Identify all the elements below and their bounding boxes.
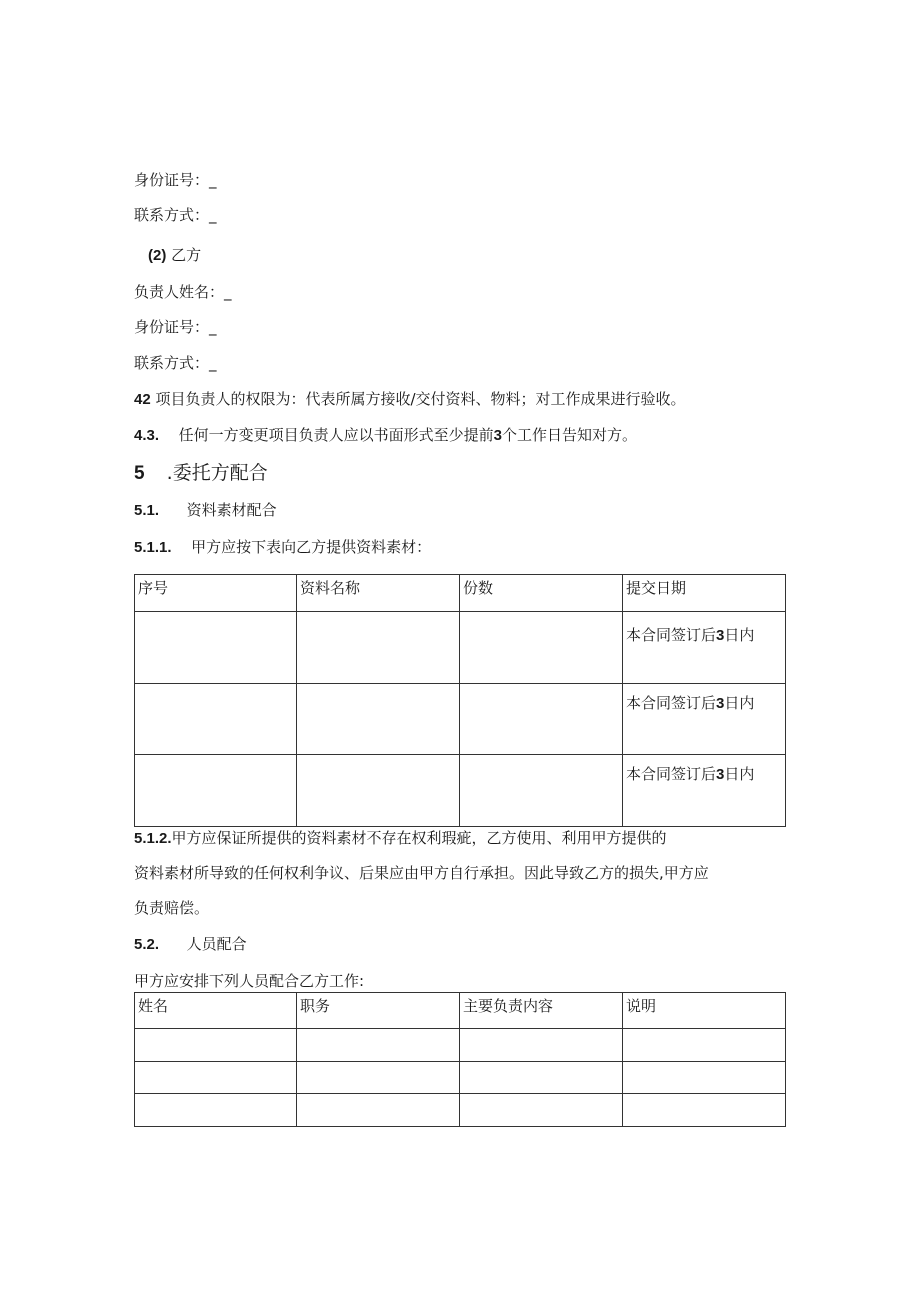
clause-5-1-1-text: 甲方应按下表向乙方提供资料素材：	[191, 538, 432, 556]
personnel-header-duty: 主要负责内容	[460, 993, 623, 1029]
party-b-heading-text: 乙方	[171, 246, 202, 264]
personnel-intro: 甲方应安排下列人员配合乙方工作:	[134, 972, 365, 990]
clause-5-1-1-num: 5.1.1.	[134, 539, 172, 556]
party-a-contact-field: 联系方式：_	[134, 206, 217, 224]
clause-4-2-num: 42	[134, 391, 151, 408]
personnel-cell-position	[297, 1094, 460, 1127]
section-5-2-title: 人员配合	[186, 935, 247, 953]
materials-header-no: 序号	[135, 575, 297, 612]
materials-table-header	[135, 575, 786, 612]
date-num: 3	[716, 695, 725, 712]
materials-table	[134, 574, 786, 827]
personnel-table-header	[135, 993, 786, 1029]
table-row	[135, 755, 786, 827]
personnel-cell-name	[135, 1062, 297, 1094]
materials-cell-name	[297, 684, 460, 755]
clause-4-3-text-before: 任何一方变更项目负责人应以书面形式至少提前	[178, 426, 494, 444]
personnel-cell-duty	[460, 1094, 623, 1127]
personnel-cell-note	[623, 1062, 786, 1094]
party-b-heading	[148, 245, 201, 266]
table-row	[135, 612, 786, 684]
table-row	[135, 1094, 786, 1127]
date-suffix: 日内	[724, 765, 755, 783]
materials-cell-date	[623, 755, 786, 827]
clause-4-2	[134, 389, 686, 410]
personnel-header-note: 说明	[623, 993, 786, 1029]
table-row	[135, 684, 786, 755]
personnel-cell-name	[135, 1029, 297, 1062]
section-5-1-num: 5.1.	[134, 502, 160, 519]
materials-cell-no	[135, 684, 297, 755]
date-suffix: 日内	[724, 694, 755, 712]
date-num: 3	[716, 627, 725, 644]
clause-4-3-text-after: 个工作日告知对方。	[501, 426, 637, 444]
party-a-id-field: 身份证号：_	[134, 171, 217, 189]
clause-5-1-1	[134, 537, 431, 558]
party-b-heading-num: (2)	[148, 247, 167, 264]
section-5-2-num: 5.2.	[134, 936, 160, 953]
date-prefix: 本合同签订后	[626, 765, 717, 783]
party-b-name-field: 负责人姓名：_	[134, 283, 232, 301]
date-suffix: 日内	[724, 626, 755, 644]
materials-header-copies: 份数	[460, 575, 623, 612]
materials-cell-name	[297, 612, 460, 684]
personnel-cell-duty	[460, 1029, 623, 1062]
materials-cell-date	[623, 612, 786, 684]
materials-header-date: 提交日期	[623, 575, 786, 612]
personnel-cell-duty	[460, 1062, 623, 1094]
clause-5-1-2-num: 5.1.2.	[134, 830, 172, 847]
section-5-1-title: 资料素材配合	[186, 501, 277, 519]
clause-5-1-2-line2: 资料素材所导致的任何权利争议、后果应由甲方自行承担。因此导致乙方的损失,甲方应	[134, 864, 709, 882]
materials-cell-copies	[460, 612, 623, 684]
section-5-1-heading	[134, 500, 277, 521]
personnel-table	[134, 992, 786, 1127]
section-5-title: .委托方配合	[166, 462, 268, 484]
date-prefix: 本合同签订后	[626, 694, 717, 712]
personnel-header-name: 姓名	[135, 993, 297, 1029]
materials-cell-date	[623, 684, 786, 755]
materials-header-name: 资料名称	[297, 575, 460, 612]
party-b-contact-field: 联系方式：_	[134, 354, 217, 372]
personnel-header-position: 职务	[297, 993, 460, 1029]
clause-5-1-2-line3: 负责赔偿。	[134, 899, 210, 917]
party-b-id-field: 身份证号：_	[134, 318, 217, 336]
materials-cell-copies	[460, 755, 623, 827]
personnel-cell-name	[135, 1094, 297, 1127]
materials-cell-name	[297, 755, 460, 827]
section-5-num: 5	[134, 463, 145, 484]
clause-4-3-num: 4.3.	[134, 427, 160, 444]
personnel-cell-position	[297, 1029, 460, 1062]
clause-5-1-2-line1	[134, 828, 667, 849]
section-5-heading	[134, 461, 268, 486]
clause-4-3	[134, 425, 637, 446]
date-prefix: 本合同签订后	[626, 626, 717, 644]
date-num: 3	[716, 766, 725, 783]
personnel-cell-position	[297, 1062, 460, 1094]
materials-cell-copies	[460, 684, 623, 755]
clause-5-1-2-text: 甲方应保证所提供的资料素材不存在权利瑕疵，乙方使用、利用甲方提供的	[171, 829, 667, 847]
materials-cell-no	[135, 612, 297, 684]
personnel-cell-note	[623, 1094, 786, 1127]
section-5-2-heading	[134, 934, 247, 955]
clause-4-2-text: 项目负责人的权限为：代表所属方接收/交付资料、物料；对工作成果进行验收。	[155, 390, 686, 408]
table-row	[135, 1029, 786, 1062]
personnel-cell-note	[623, 1029, 786, 1062]
clause-4-3-days: 3	[493, 427, 502, 444]
table-row	[135, 1062, 786, 1094]
materials-cell-no	[135, 755, 297, 827]
